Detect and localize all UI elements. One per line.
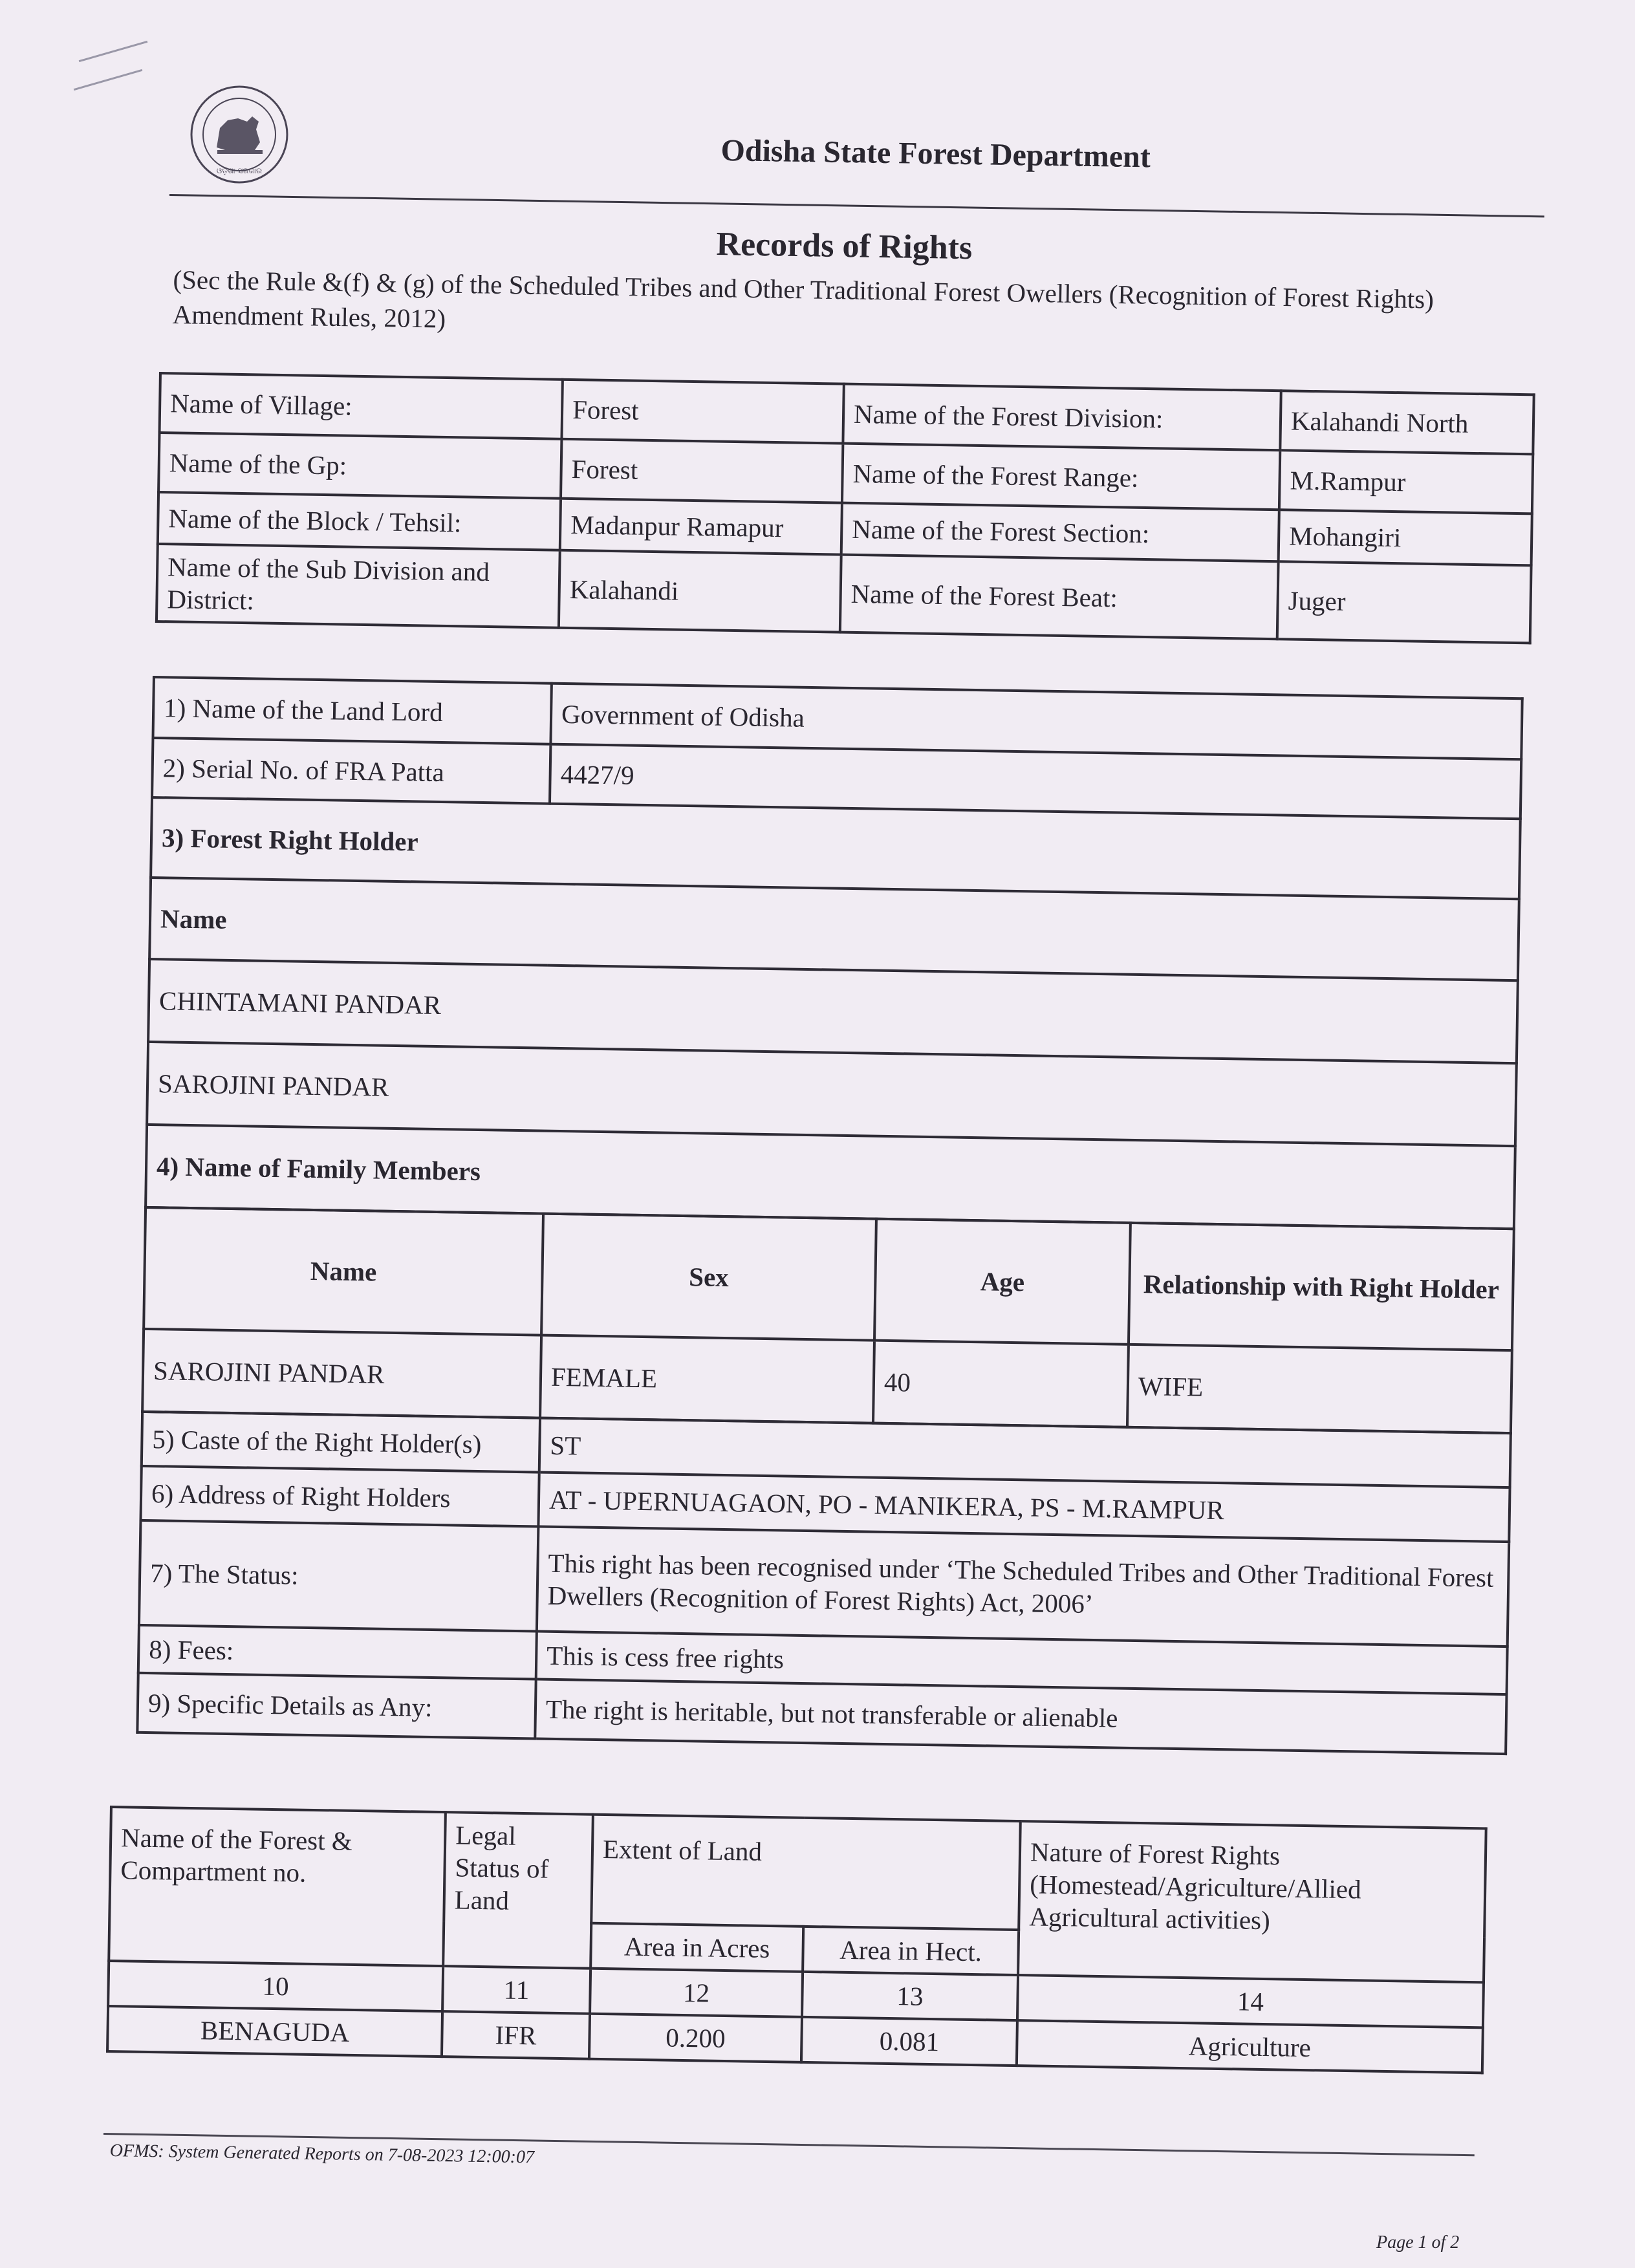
page-number: Page 1 of 2 xyxy=(1376,2232,1460,2252)
section-value: Mohangiri xyxy=(1279,510,1532,565)
legal-status: IFR xyxy=(442,2011,590,2059)
address-label: 6) Address of Right Holders xyxy=(140,1466,539,1527)
division-value: Kalahandi North xyxy=(1280,391,1533,454)
col-extent-of-land: Extent of Land xyxy=(591,1815,1021,1930)
family-member-name: SAROJINI PANDAR xyxy=(142,1329,541,1418)
caste-value: ST xyxy=(539,1418,1511,1488)
status-value: This right has been recognised under ‘The Scheduled Tribes and Other Traditional Forest Dwellers (Recognition of Forest Rights) Act, 2006’ xyxy=(537,1527,1509,1647)
document-title: Records of Rights xyxy=(716,225,973,267)
patta-value: 4427/9 xyxy=(550,744,1521,819)
range-value: M.Rampur xyxy=(1279,450,1533,513)
beat-value: Juger xyxy=(1277,561,1532,643)
address-value: AT - UPERNUAGAON, PO - MANIKERA, PS - M.RAMPUR xyxy=(538,1473,1510,1542)
nature-of-rights: Agriculture xyxy=(1017,2020,1483,2073)
document-subtitle: (Sec the Rule &(f) & (g) of the Scheduled Tribes and Other Traditional Forest Owellers (Recognition of Forest Rights) Amendment Rules, 2012) xyxy=(172,264,1435,334)
forest-name: BENAGUDA xyxy=(107,2006,442,2057)
holder-heading: 3) Forest Right Holder xyxy=(151,797,1521,899)
state-emblem-seal xyxy=(188,83,291,186)
subdiv-label: Name of the Sub Division and District: xyxy=(157,544,560,628)
col-number-12: 12 xyxy=(590,1969,803,2017)
fees-value: This is cess free rights xyxy=(536,1632,1508,1695)
holder-name-1: CHINTAMANI PANDAR xyxy=(148,959,1518,1063)
specific-label: 9) Specific Details as Any: xyxy=(137,1673,536,1739)
col-number-13: 13 xyxy=(802,1972,1018,2020)
area-acres: 0.200 xyxy=(589,2014,802,2062)
family-col-relation: Relationship with Right Holder xyxy=(1129,1223,1514,1350)
col-number-11: 11 xyxy=(442,1966,590,2014)
family-member-age: 40 xyxy=(873,1341,1129,1427)
holder-name-heading: Name xyxy=(149,878,1519,980)
caste-label: 5) Caste of the Right Holder(s) xyxy=(142,1412,540,1473)
land-table xyxy=(106,1806,1485,2074)
col-legal-status: Legal Status of Land xyxy=(443,1812,593,1969)
holder-name-2: SAROJINI PANDAR xyxy=(147,1042,1517,1146)
col-area-acres: Area in Acres xyxy=(590,1923,803,1972)
svg-text:ଓଡ଼ିଶା ସରକାର: ଓଡ଼ିଶା ସରକାର xyxy=(216,166,263,175)
department-name: Odisha State Forest Department xyxy=(720,133,1151,175)
landlord-value: Government of Odisha xyxy=(550,684,1522,760)
beat-label: Name of the Forest Beat: xyxy=(840,555,1279,640)
col-number-14: 14 xyxy=(1017,1975,1484,2027)
gp-value: Forest xyxy=(561,439,843,503)
gp-label: Name of the Gp: xyxy=(158,433,561,499)
family-col-name: Name xyxy=(144,1207,543,1335)
family-heading: 4) Name of Family Members xyxy=(146,1125,1515,1229)
pen-mark xyxy=(79,41,148,62)
landlord-label: 1) Name of the Land Lord xyxy=(153,677,551,744)
family-member-sex: FEMALE xyxy=(540,1335,874,1423)
col-forest-compartment: Name of the Forest & Compartment no. xyxy=(109,1807,446,1966)
location-table xyxy=(155,372,1533,644)
patta-label: 2) Serial No. of FRA Patta xyxy=(152,738,550,804)
col-nature-of-rights: Nature of Forest Rights (Homestead/Agriculture/Allied Agricultural activities) xyxy=(1018,1821,1486,1982)
col-area-hect: Area in Hect. xyxy=(803,1927,1019,1975)
division-label: Name of the Forest Division: xyxy=(843,384,1281,451)
family-member-relation: WIFE xyxy=(1127,1345,1512,1433)
fees-label: 8) Fees: xyxy=(138,1625,537,1679)
subdiv-value: Kalahandi xyxy=(559,550,841,632)
family-col-age: Age xyxy=(874,1219,1131,1345)
rights-details-table xyxy=(136,676,1521,1755)
pen-mark xyxy=(74,69,143,91)
range-label: Name of the Forest Range: xyxy=(842,444,1280,510)
block-label: Name of the Block / Tehsil: xyxy=(158,492,561,550)
village-value: Forest xyxy=(561,380,843,444)
area-hect: 0.081 xyxy=(801,2017,1017,2066)
generated-note: OFMS: System Generated Reports on 7-08-2023 12:00:07 xyxy=(109,2141,535,2168)
status-label: 7) The Status: xyxy=(139,1520,538,1632)
header-rule xyxy=(169,194,1544,217)
village-label: Name of Village: xyxy=(160,373,563,439)
section-label: Name of the Forest Section: xyxy=(841,503,1279,562)
col-number-10: 10 xyxy=(108,1961,443,2011)
block-value: Madanpur Ramapur xyxy=(560,499,842,555)
specific-value: The right is heritable, but not transferable or alienable xyxy=(535,1679,1506,1755)
family-col-sex: Sex xyxy=(541,1214,876,1341)
